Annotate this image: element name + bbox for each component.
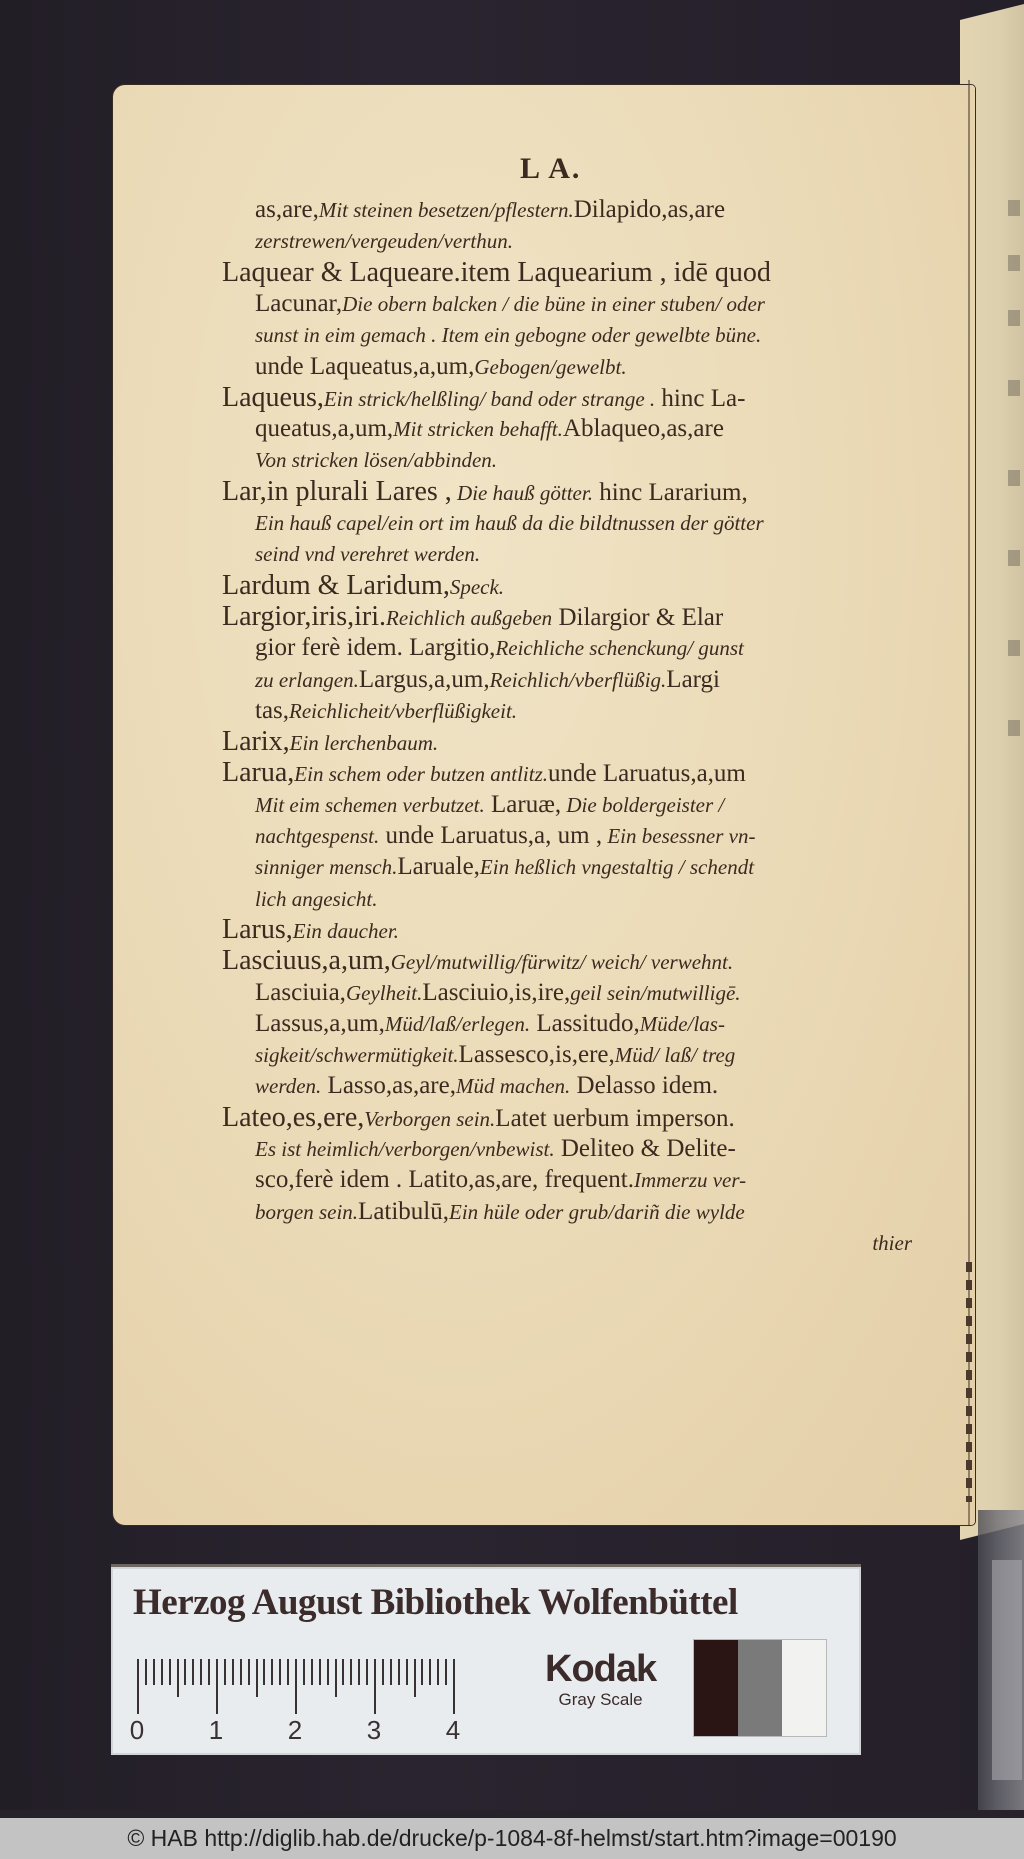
entry-line	[222, 477, 748, 507]
latin-term: Lassus,a,um,	[255, 1009, 385, 1037]
ruler-tick	[153, 1659, 155, 1685]
entry-line	[222, 915, 399, 945]
ruler-tick	[279, 1659, 281, 1685]
german-gloss: Müde/las-	[639, 1011, 725, 1036]
ruler-tick	[192, 1659, 194, 1685]
text-line	[255, 978, 741, 1008]
text-line	[255, 633, 744, 663]
ruler-tick	[319, 1659, 321, 1685]
latin-term: Latet uerbum imperson.	[495, 1104, 735, 1132]
text-line	[255, 1165, 746, 1195]
ruler-tick	[374, 1659, 376, 1714]
german-gloss: Verborgen sein.	[364, 1106, 496, 1131]
ruler-tick	[169, 1659, 171, 1685]
german-gloss: Ein hüle oder grub/dariñ die wylde	[449, 1199, 745, 1224]
ruler-tick	[429, 1659, 431, 1685]
german-gloss: Reichlicheit/vberflüßigkeit.	[289, 698, 518, 723]
german-gloss: geil sein/mutwilligē.	[570, 980, 741, 1005]
latin-term: hinc Lararium,	[592, 478, 748, 506]
text-line	[255, 445, 497, 475]
german-gloss: Mit eim schemen verbutzet.	[255, 792, 485, 817]
ruler-tick	[303, 1659, 305, 1685]
entry-line	[222, 258, 771, 288]
latin-term: Laruale,	[397, 853, 480, 881]
library-name: Herzog August Bibliothek Wolfenbüttel	[133, 1582, 738, 1623]
ruler-tick	[208, 1659, 210, 1685]
binding-stitches	[966, 1262, 972, 1502]
german-gloss: Speck.	[449, 574, 505, 599]
german-gloss: Müd machen.	[455, 1074, 571, 1099]
text-line	[255, 1071, 718, 1101]
latin-term: Ablaqueo,as,are	[562, 415, 724, 443]
text-line	[255, 539, 480, 569]
latin-term: Larix,	[222, 726, 290, 758]
entry-line	[222, 946, 733, 976]
text-line	[255, 1134, 736, 1164]
latin-term: Lasso,as,are,	[321, 1072, 456, 1100]
ruler-tick	[398, 1659, 400, 1685]
ruler-tick	[421, 1659, 423, 1685]
ruler-tick	[327, 1659, 329, 1685]
text-line	[255, 884, 377, 914]
text-line	[255, 696, 517, 726]
latin-term: Lacunar,	[255, 289, 343, 317]
gray-swatch	[782, 1640, 826, 1736]
german-gloss: werden.	[255, 1074, 322, 1099]
latin-term: Dilapido,as,are	[573, 196, 726, 223]
german-gloss: Von stricken lösen/abbinden.	[255, 448, 498, 473]
latin-term: Laruæ,	[484, 790, 562, 818]
ruler-tick	[240, 1659, 242, 1685]
glass-reflection	[978, 1510, 1024, 1810]
german-gloss: Die hauß götter.	[451, 480, 593, 505]
german-gloss: Mit stricken behafft.	[393, 417, 563, 442]
german-gloss: Reichliche schenckung/ gunst	[495, 636, 744, 661]
text-line	[872, 1228, 912, 1258]
adjacent-page-bleed-text	[1008, 200, 1022, 800]
ruler-label: 2	[287, 1715, 303, 1745]
ruler-label: 3	[366, 1715, 382, 1745]
german-gloss: borgen sein.	[255, 1199, 359, 1224]
latin-term: unde Laruatus,a,um	[548, 760, 746, 788]
german-gloss: zu erlangen.	[255, 667, 359, 692]
ruler-tick	[224, 1659, 226, 1685]
german-gloss: Geylheit.	[345, 980, 423, 1005]
text-line	[255, 414, 724, 444]
text-line	[255, 320, 761, 350]
latin-term: Delasso idem.	[570, 1072, 719, 1100]
german-gloss: Ein strick/helßling/ band oder strange .	[323, 386, 656, 411]
latin-term: queatus,a,um,	[255, 415, 394, 443]
kodak-subtitle: Gray Scale	[558, 1690, 643, 1709]
german-gloss: nachtgespenst.	[255, 824, 380, 848]
latin-term: Laqueus,	[222, 381, 324, 413]
entry-line	[222, 758, 746, 788]
ruler-tick	[263, 1659, 265, 1685]
latin-term: sco,ferè idem . Latito,as,are, frequent.	[255, 1166, 634, 1194]
latin-term: Larua,	[222, 757, 295, 789]
latin-term: hinc La-	[655, 384, 746, 412]
latin-term: Dilargior & Elar	[552, 603, 724, 631]
latin-term: Lateo,es,ere,	[222, 1101, 365, 1133]
latin-term: unde Laqueatus,a,um,	[255, 352, 475, 380]
latin-term: Lardum & Laridum,	[222, 569, 450, 601]
german-gloss: Ein lerchenbaum.	[289, 731, 439, 756]
entry-line	[222, 602, 723, 632]
latin-term: gior ferè idem. Largitio,	[255, 634, 496, 662]
text-line	[255, 790, 724, 820]
ruler-tick	[350, 1659, 352, 1685]
german-gloss: lich angesicht.	[255, 886, 378, 911]
kodak-label	[545, 1649, 656, 1711]
german-gloss: sigkeit/schwermütigkeit.	[255, 1043, 459, 1068]
ruler-tick	[406, 1659, 408, 1685]
ruler-tick	[453, 1659, 455, 1714]
latin-term: as,are,	[255, 196, 319, 223]
ruler-tick	[382, 1659, 384, 1685]
text-line	[255, 289, 765, 319]
text-line	[255, 1197, 745, 1227]
ruler-tick	[358, 1659, 360, 1685]
german-gloss: Geyl/mutwillig/fürwitz/ weich/ verwehnt.	[390, 950, 734, 975]
latin-term: Lassesco,is,ere,	[458, 1041, 615, 1069]
latin-term: Lasciuio,is,ire,	[422, 978, 571, 1006]
latin-term: Largus,a,um,	[358, 665, 490, 693]
gray-swatch	[738, 1640, 782, 1736]
german-gloss: Reichlich/vberflüßig.	[489, 667, 667, 692]
german-gloss: seind vnd verehret werden.	[255, 542, 481, 567]
copyright-footer: © HAB http://diglib.hab.de/drucke/p-1084-8f-helmst/start.htm?image=00190	[0, 1818, 1024, 1859]
ruler-tick	[216, 1659, 218, 1714]
text-line	[255, 508, 764, 538]
latin-term: Lasciuus,a,um,	[222, 945, 391, 977]
ruler-tick	[287, 1659, 289, 1685]
text-line	[255, 852, 754, 882]
ruler-tick	[232, 1659, 234, 1685]
text-line	[255, 1009, 725, 1039]
running-head: L A.	[520, 152, 582, 185]
gray-scale-swatches	[693, 1639, 827, 1737]
color-calibration-card	[111, 1567, 861, 1755]
latin-term: Larus,	[222, 913, 293, 945]
text-line	[255, 352, 627, 382]
german-gloss: thier	[872, 1230, 912, 1255]
latin-term: Deliteo & Delite-	[554, 1135, 736, 1162]
ruler-tick	[184, 1659, 186, 1685]
german-gloss: Es ist heimlich/verborgen/vnbewist.	[255, 1137, 555, 1161]
text-line	[255, 665, 720, 695]
ruler-tick	[390, 1659, 392, 1685]
entry-line	[222, 1103, 735, 1133]
german-gloss: Ein daucher.	[292, 918, 399, 943]
text-line	[255, 1040, 735, 1070]
ruler-tick	[335, 1659, 337, 1697]
ruler-tick	[256, 1659, 258, 1697]
german-gloss: sinniger mensch.	[255, 855, 398, 880]
ruler-tick	[437, 1659, 439, 1685]
entry-line	[222, 727, 438, 757]
latin-term: Largi	[666, 665, 720, 693]
ruler-tick	[445, 1659, 447, 1685]
german-gloss: Müd/laß/erlegen.	[384, 1011, 531, 1036]
german-gloss: Die obern balcken / die büne in einer stuben/ oder	[342, 291, 765, 316]
german-gloss: Ein hauß capel/ein ort im hauß da die bildtnussen der götter	[255, 511, 764, 535]
latin-term: unde Laruatus,a, um ,	[379, 822, 603, 849]
gray-swatch	[694, 1640, 738, 1736]
german-gloss: Ein besessner vn-	[602, 824, 756, 848]
german-gloss: Gebogen/gewelbt.	[474, 354, 627, 379]
latin-term: Largior,iris,iri.	[222, 600, 386, 632]
ruler-label: 4	[445, 1715, 461, 1745]
latin-term: Latibulū,	[358, 1197, 450, 1225]
text-line	[255, 821, 755, 851]
ruler-tick	[271, 1659, 273, 1685]
latin-term: Lar,in plurali Lares ,	[222, 475, 452, 507]
text-line	[255, 226, 513, 256]
latin-term: Laquear & Laqueare.item Laquearium , idē quod	[222, 256, 771, 288]
ruler-tick	[200, 1659, 202, 1685]
kodak-brand: Kodak	[545, 1648, 657, 1690]
ruler-tick	[311, 1659, 313, 1685]
cm-ruler	[129, 1659, 527, 1749]
german-gloss: Ein heßlich vngestaltig / schendt	[479, 855, 755, 880]
german-gloss: Immerzu ver-	[634, 1168, 747, 1193]
ruler-tick	[137, 1659, 139, 1714]
entry-line	[222, 571, 504, 601]
german-gloss: Mit steinen besetzen/pflestern.	[318, 198, 574, 222]
ruler-tick	[248, 1659, 250, 1685]
german-gloss: Müd/ laß/ treg	[614, 1043, 736, 1068]
latin-term: tas,	[255, 696, 290, 724]
ruler-tick	[414, 1659, 416, 1697]
ruler-tick	[342, 1659, 344, 1685]
ruler-tick	[295, 1659, 297, 1714]
text-line	[255, 195, 725, 225]
ruler-tick	[366, 1659, 368, 1685]
german-gloss: sunst in eim gemach . Item ein gebogne oder gewelbte büne.	[255, 323, 762, 348]
german-gloss: Die boldergeister /	[561, 792, 725, 817]
ruler-label: 1	[208, 1715, 224, 1745]
entry-line	[222, 383, 745, 413]
ruler-label: 0	[129, 1715, 145, 1745]
german-gloss: Ein schem oder butzen antlitz.	[294, 762, 549, 787]
ruler-tick	[177, 1659, 179, 1697]
german-gloss: Reichlich außgeben	[386, 605, 553, 630]
latin-term: Lassitudo,	[530, 1009, 640, 1037]
german-gloss: zerstrewen/vergeuden/verthun.	[255, 229, 513, 254]
ruler-tick	[145, 1659, 147, 1685]
ruler-tick	[161, 1659, 163, 1685]
latin-term: Lasciuia,	[255, 978, 346, 1006]
